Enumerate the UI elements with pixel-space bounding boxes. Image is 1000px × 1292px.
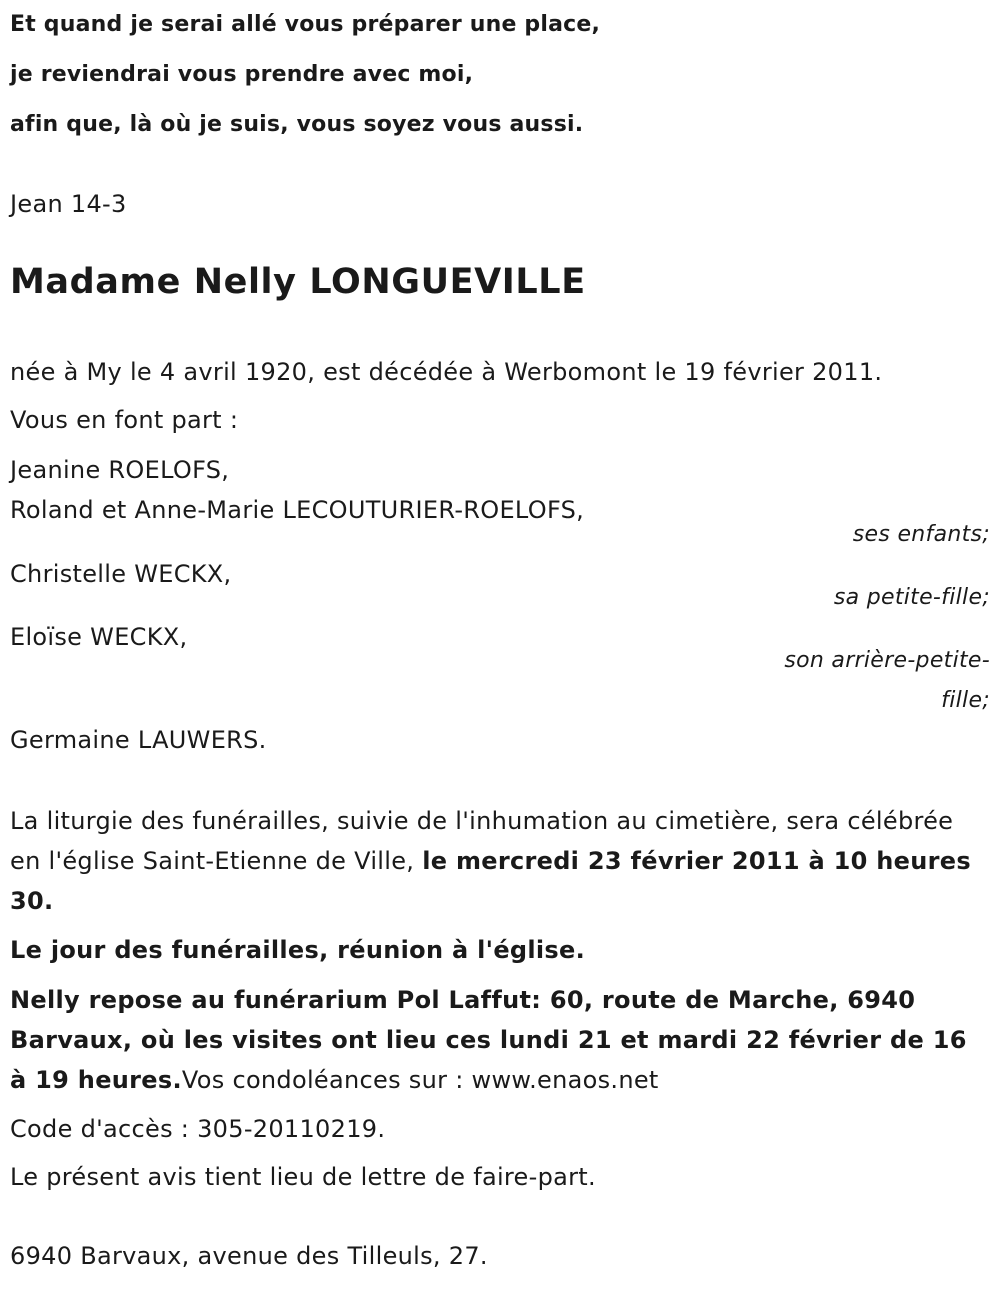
verse-line-2: je reviendrai vous prendre avec moi,	[10, 62, 474, 87]
condolences-text: Vos condoléances sur : www.enaos.net	[181, 1066, 659, 1094]
verse-line-3: afin que, là où je suis, vous soyez vous aussi.	[10, 112, 584, 137]
family-member: Germaine LAUWERS.	[10, 726, 267, 754]
family-member: Roland et Anne-Marie LECOUTURIER-ROELOFS,	[10, 496, 585, 524]
role-great-granddaughter-line-2: fille;	[941, 688, 990, 713]
deceased-name: Madame Nelly LONGUEVILLE	[10, 262, 586, 302]
family-member: Christelle WECKX,	[10, 560, 232, 588]
role-children: ses enfants;	[852, 522, 990, 547]
visit-paragraph	[10, 980, 985, 1100]
role-granddaughter: sa petite-fille;	[833, 585, 990, 610]
notice-text: Le présent avis tient lieu de lettre de faire-part.	[10, 1163, 596, 1191]
funeral-date: le mercredi 23 février 2011 à 10 heures 30.	[10, 847, 971, 915]
birth-death-line: née à My le 4 avril 1920, est décédée à Werbomont le 19 février 2011.	[10, 358, 883, 386]
family-member: Eloïse WECKX,	[10, 623, 188, 651]
family-member: Jeanine ROELOFS,	[10, 456, 230, 484]
verse-line-1: Et quand je serai allé vous préparer une place,	[10, 12, 601, 37]
meeting-notice: Le jour des funérailles, réunion à l'église.	[10, 936, 586, 964]
funeral-text: La liturgie des funérailles, suivie de l'inhumation au cimetière, sera célébrée en l'église Saint-Etienne de Ville,	[10, 807, 954, 875]
announcement-intro: Vous en font part :	[10, 406, 239, 434]
access-code: Code d'accès : 305-20110219.	[10, 1115, 386, 1143]
address: 6940 Barvaux, avenue des Tilleuls, 27.	[10, 1242, 488, 1270]
funeral-paragraph	[10, 801, 985, 921]
verse-reference: Jean 14-3	[10, 190, 127, 218]
role-great-granddaughter-line-1: son arrière-petite-	[784, 648, 990, 673]
visit-info: Nelly repose au funérarium Pol Laffut: 60, route de Marche, 6940 Barvaux, où les visites ont lieu ces lundi 21 et mardi 22 février de 16 à 19 heures.	[10, 986, 967, 1094]
